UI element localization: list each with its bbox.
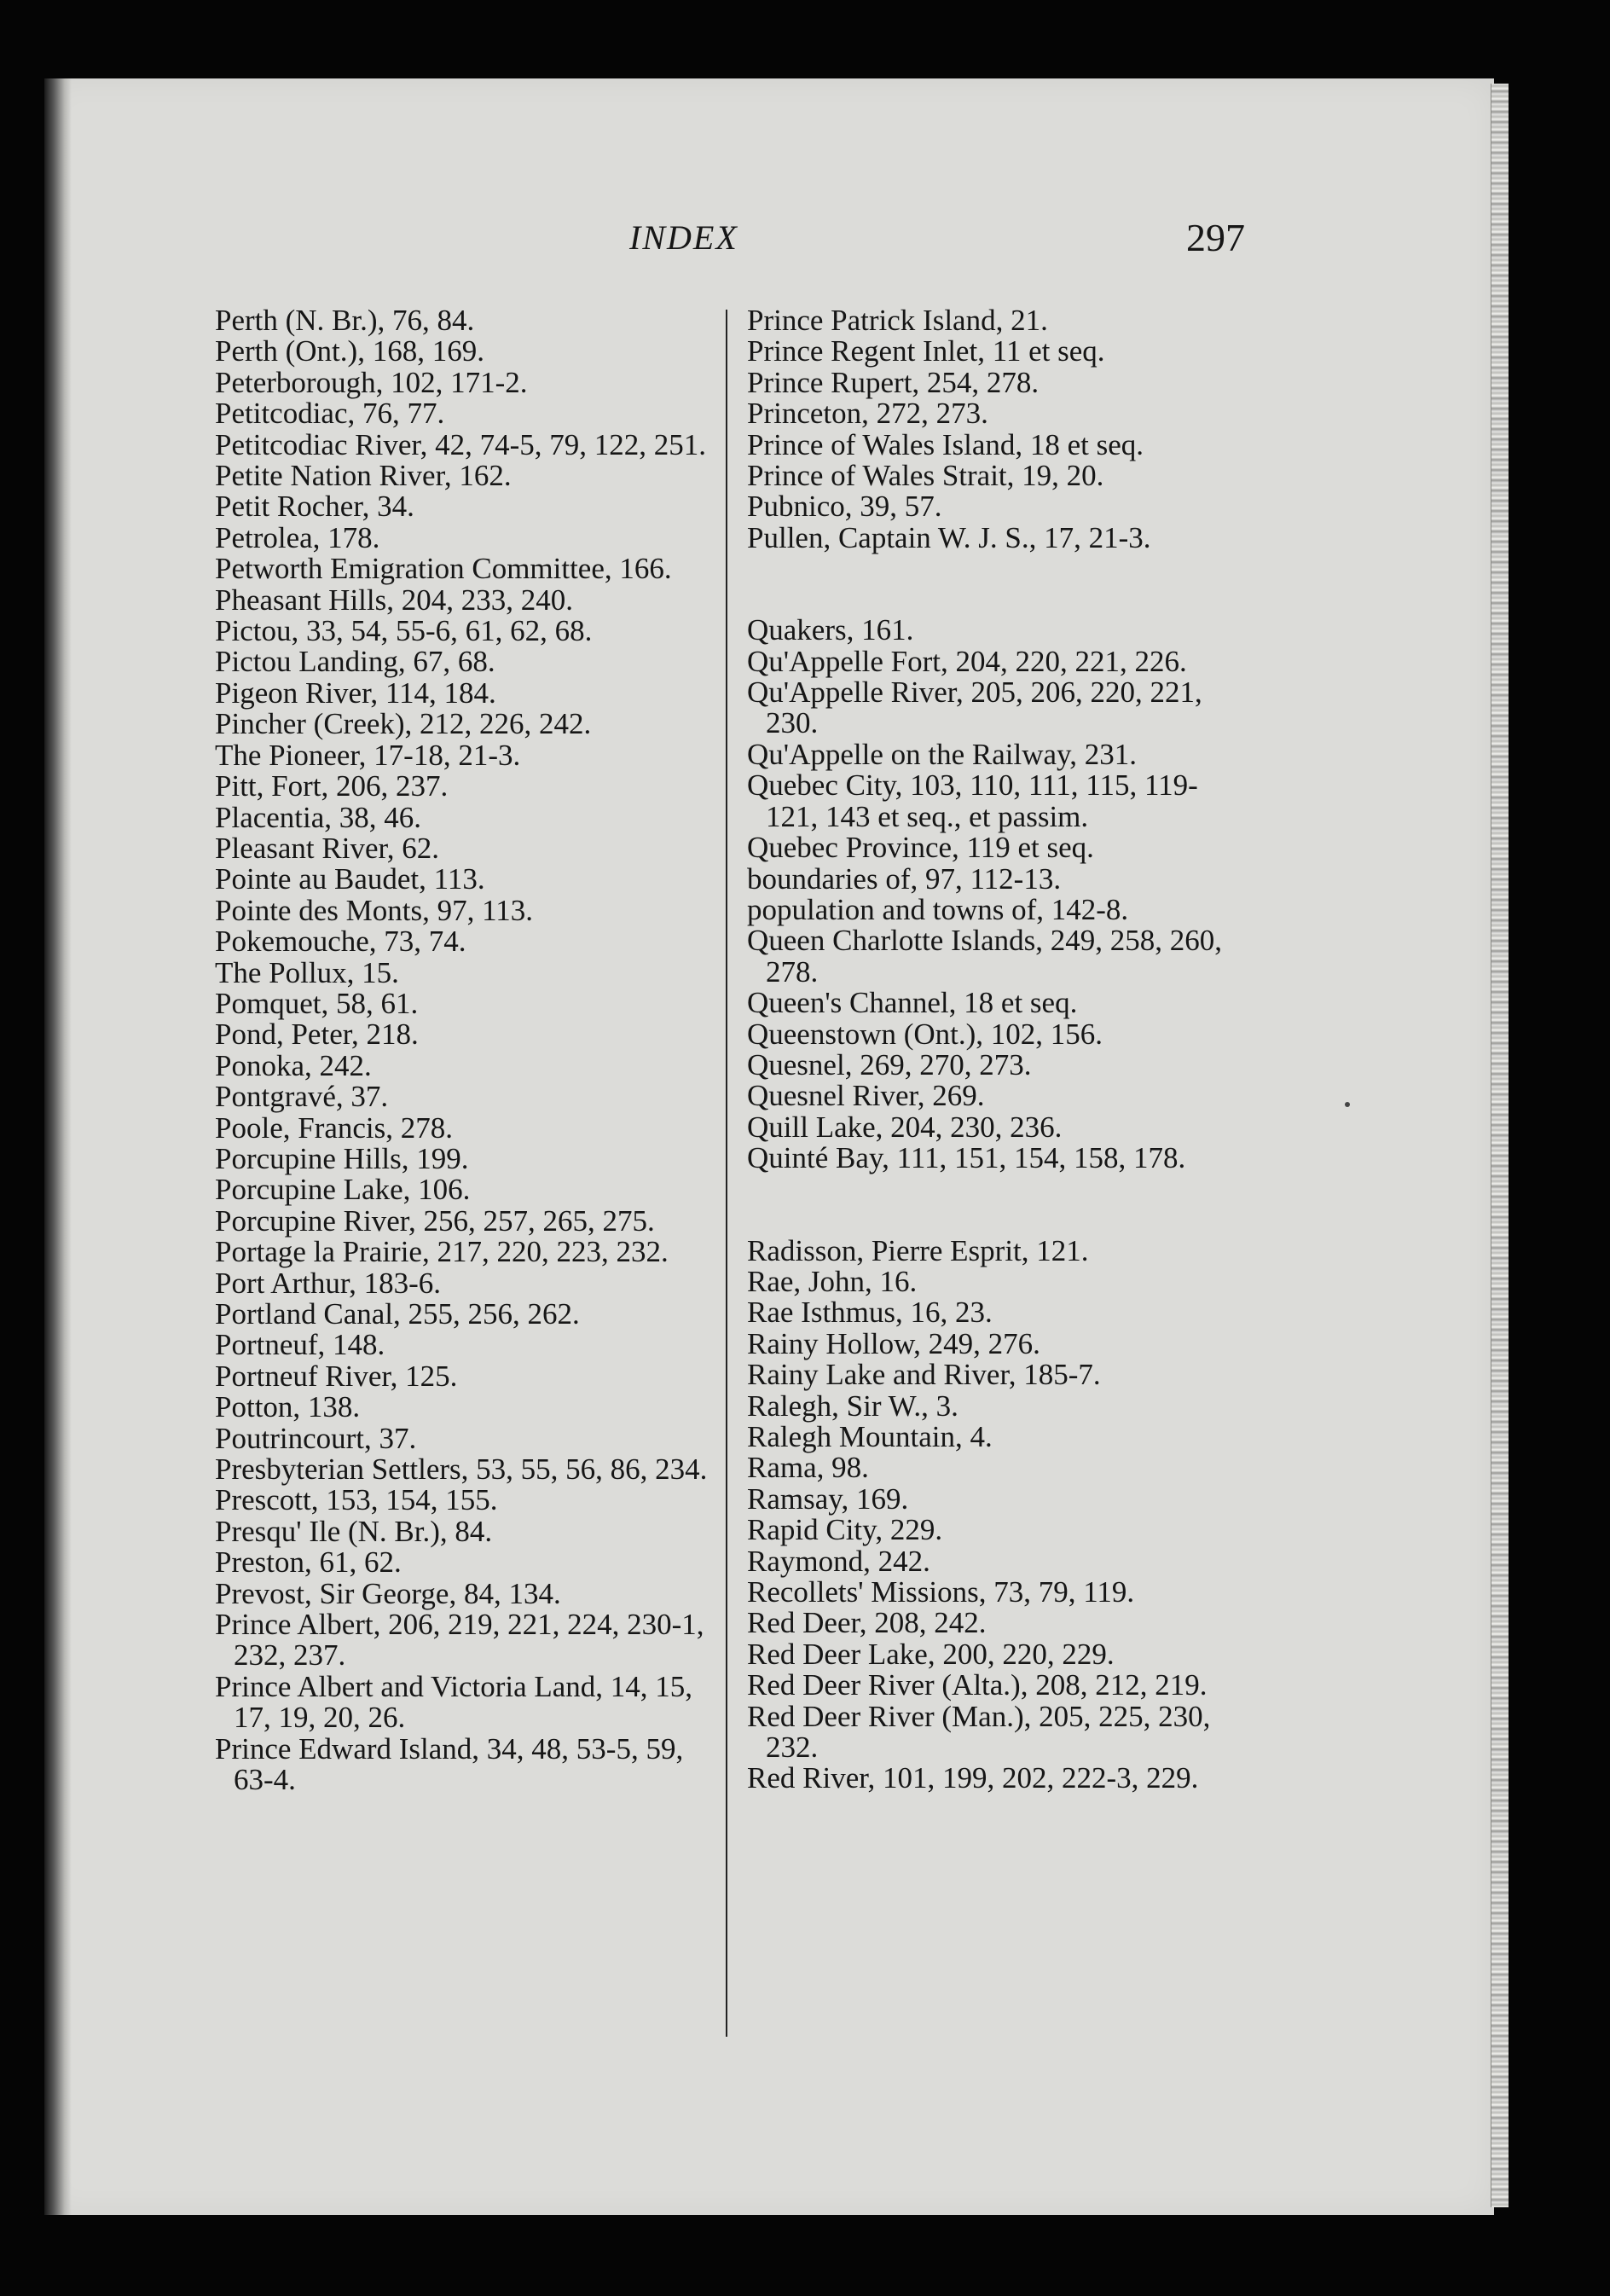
index-entry: Queen's Channel, 18 et seq.	[747, 986, 1078, 1020]
index-entry: Preston, 61, 62.	[215, 1545, 402, 1580]
index-entry: Perth (Ont.), 168, 169.	[215, 334, 484, 368]
index-entry: Prevost, Sir George, 84, 134.	[215, 1576, 561, 1610]
index-entry: Petit Rocher, 34.	[215, 490, 414, 524]
running-header: INDEX	[629, 218, 738, 257]
index-entry: Quebec City, 103, 110, 111, 115, 119-121, 143 et seq., et passim.	[747, 768, 1198, 833]
index-entry: Red Deer River (Man.), 205, 225, 230, 232.	[747, 1699, 1211, 1765]
index-entry: Pictou, 33, 54, 55-6, 61, 62, 68.	[215, 614, 593, 648]
index-entry: Poutrincourt, 37.	[215, 1421, 417, 1455]
index-entry: Porcupine Lake, 106.	[215, 1173, 471, 1207]
index-entry: boundaries of, 97, 112-13.	[747, 861, 1062, 896]
index-entry: Pullen, Captain W. J. S., 17, 21-3.	[747, 520, 1151, 554]
index-entry: Prescott, 153, 154, 155.	[215, 1483, 498, 1517]
index-entry: Red River, 101, 199, 202, 222-3, 229.	[747, 1761, 1199, 1795]
index-entry: Red Deer, 208, 242.	[747, 1606, 987, 1640]
index-entry: Pointe des Monts, 97, 113.	[215, 893, 534, 927]
index-entry: Prince Edward Island, 34, 48, 53-5, 59, 63-4.	[215, 1731, 684, 1797]
index-entry: Ralegh, Sir W., 3.	[747, 1389, 958, 1423]
index-entry: Portage la Prairie, 217, 220, 223, 232.	[215, 1235, 669, 1269]
index-entry: Raymond, 242.	[747, 1544, 930, 1578]
index-entry: Radisson, Pierre Esprit, 121.	[747, 1233, 1089, 1267]
binding-shadow	[44, 78, 72, 2215]
index-entry: Pokemouche, 73, 74.	[215, 925, 466, 959]
index-entry: Porcupine River, 256, 257, 265, 275.	[215, 1203, 655, 1238]
index-entry: Pontgravé, 37.	[215, 1080, 389, 1114]
index-entry: Prince Rupert, 254, 278.	[747, 365, 1040, 399]
index-entry: Qu'Appelle River, 205, 206, 220, 221, 230.	[747, 675, 1202, 740]
index-entry: Rainy Hollow, 249, 276.	[747, 1326, 1040, 1360]
index-entry: Port Arthur, 183-6.	[215, 1266, 441, 1300]
index-entry: Poole, Francis, 278.	[215, 1110, 454, 1145]
index-entry: Prince Regent Inlet, 11 et seq.	[747, 334, 1105, 368]
index-entry: Petitcodiac River, 42, 74-5, 79, 122, 251.	[215, 427, 707, 461]
index-entry: Portneuf River, 125.	[215, 1359, 458, 1393]
index-entry: Pubnico, 39, 57.	[747, 490, 942, 524]
index-entry: Pigeon River, 114, 184.	[215, 675, 496, 710]
index-entry: Petitcodiac, 76, 77.	[215, 397, 445, 431]
index-entry: Pointe au Baudet, 113.	[215, 862, 485, 896]
index-entry: Rainy Lake and River, 185-7.	[747, 1358, 1101, 1392]
index-entry: Prince Albert, 206, 219, 221, 224, 230-1, 232, 237.	[215, 1608, 704, 1673]
index-entry: Rae, John, 16.	[747, 1264, 918, 1298]
index-entry: Quebec Province, 119 et seq.	[747, 831, 1094, 865]
index-entry: Prince of Wales Island, 18 et seq.	[747, 427, 1144, 461]
page-number: 297	[1186, 216, 1245, 259]
print-speck	[1345, 1102, 1350, 1107]
index-entry: Red Deer River (Alta.), 208, 212, 219.	[747, 1668, 1208, 1702]
index-entry: Quinté Bay, 111, 151, 154, 158, 178.	[747, 1141, 1186, 1175]
index-entry: Ralegh Mountain, 4.	[747, 1420, 993, 1453]
index-entry: Queenstown (Ont.), 102, 156.	[747, 1017, 1103, 1051]
letter-group-gap	[747, 554, 1250, 615]
index-entry: Pictou Landing, 67, 68.	[215, 645, 495, 679]
index-entry: Qu'Appelle Fort, 204, 220, 221, 226.	[747, 644, 1187, 678]
index-entry: Perth (N. Br.), 76, 84.	[215, 304, 475, 337]
right-index-column	[747, 305, 1250, 1794]
index-entry: Red Deer Lake, 200, 220, 229.	[747, 1637, 1115, 1671]
index-entry: Quesnel River, 269.	[747, 1079, 985, 1113]
index-entry: Portneuf, 148.	[215, 1328, 385, 1362]
left-index-column	[215, 305, 709, 1796]
index-entry: Ponoka, 242.	[215, 1048, 372, 1082]
index-entry: Prince Patrick Island, 21.	[747, 304, 1048, 337]
index-entry: Peterborough, 102, 171-2.	[215, 365, 528, 399]
index-entry: The Pollux, 15.	[215, 955, 399, 989]
index-entry: Pitt, Fort, 206, 237.	[215, 769, 449, 803]
index-entry: Pomquet, 58, 61.	[215, 986, 419, 1020]
index-entry: Prince Albert and Victoria Land, 14, 15, 17, 19, 20, 26.	[215, 1669, 693, 1735]
index-entry: Presbyterian Settlers, 53, 55, 56, 86, 234.	[215, 1452, 708, 1487]
index-entry: The Pioneer, 17-18, 21-3.	[215, 738, 521, 772]
index-entry: Quakers, 161.	[747, 613, 914, 647]
index-entry: Portland Canal, 255, 256, 262.	[215, 1297, 580, 1331]
index-entry: Pheasant Hills, 204, 233, 240.	[215, 583, 573, 617]
index-entry: Pincher (Creek), 212, 226, 242.	[215, 707, 592, 741]
index-entry: Rapid City, 229.	[747, 1513, 943, 1547]
index-entry: Pond, Peter, 218.	[215, 1018, 419, 1052]
index-entry: Princeton, 272, 273.	[747, 397, 988, 431]
letter-group-gap	[747, 1174, 1250, 1236]
index-entry: Pleasant River, 62.	[215, 831, 439, 865]
column-divider	[726, 310, 727, 2037]
index-entry: Porcupine Hills, 199.	[215, 1141, 469, 1175]
index-entry: Potton, 138.	[215, 1390, 361, 1424]
index-entry: population and towns of, 142-8.	[747, 892, 1129, 926]
index-entry: Qu'Appelle on the Railway, 231.	[747, 737, 1137, 771]
page-edges	[1491, 84, 1509, 2207]
index-entry: Queen Charlotte Islands, 249, 258, 260, 278.	[747, 924, 1222, 989]
index-entry: Petite Nation River, 162.	[215, 459, 512, 493]
index-entry: Petrolea, 178.	[215, 520, 380, 554]
index-entry: Rama, 98.	[747, 1451, 869, 1485]
index-entry: Prince of Wales Strait, 19, 20.	[747, 459, 1104, 493]
index-entry: Petworth Emigration Committee, 166.	[215, 552, 672, 586]
index-entry: Ramsay, 169.	[747, 1481, 909, 1516]
index-entry: Presqu' Ile (N. Br.), 84.	[215, 1514, 493, 1548]
index-entry: Quill Lake, 204, 230, 236.	[747, 1110, 1063, 1144]
index-entry: Quesnel, 269, 270, 273.	[747, 1047, 1032, 1081]
index-entry: Rae Isthmus, 16, 23.	[747, 1296, 993, 1330]
index-entry: Recollets' Missions, 73, 79, 119.	[747, 1575, 1135, 1609]
index-entry: Placentia, 38, 46.	[215, 800, 422, 834]
